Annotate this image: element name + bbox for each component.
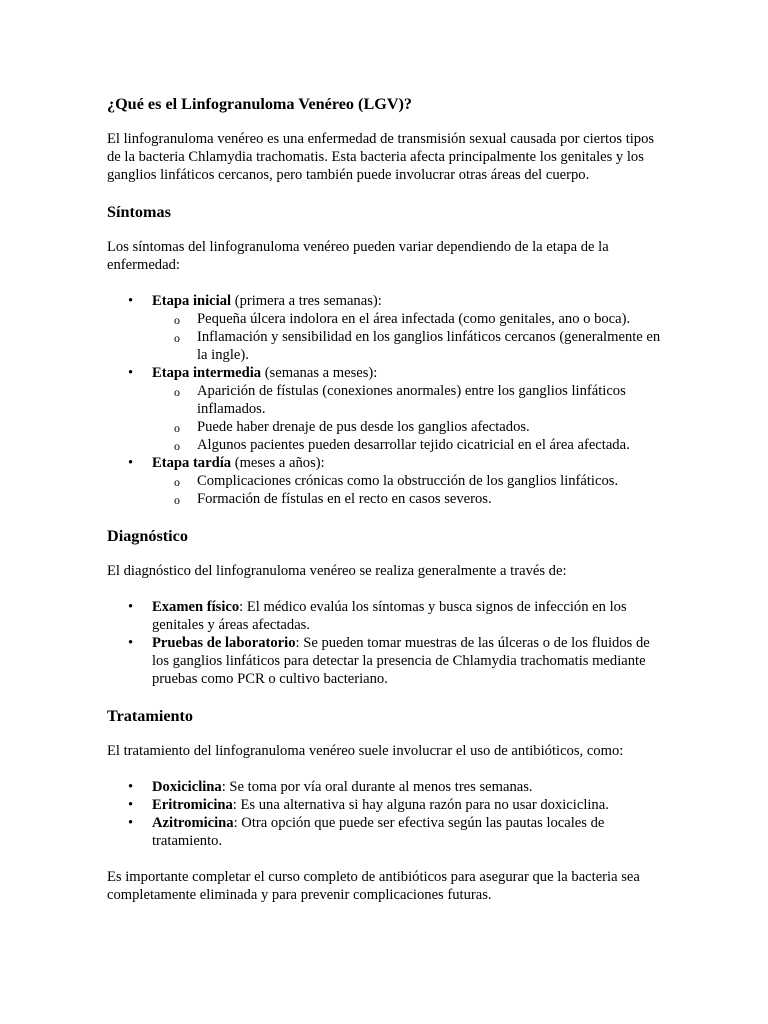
item-term: Azitromicina <box>152 815 234 831</box>
sublist-item-text: Puede haber drenaje de pus desde los ganglios afectados. <box>197 419 530 435</box>
bullet-icon: • <box>128 455 134 471</box>
item-text: : Se pueden tomar muestras de las úlceras o de los fluidos de los ganglios linfáticos para detectar la presencia de Chlamydia trachomatis mediante pruebas como PCR o cultivo bacteriano. <box>152 635 650 687</box>
sublist-item-text: Formación de fístulas en el recto en casos severos. <box>197 491 492 507</box>
sublist-item-text: Aparición de fístulas (conexiones anormales) entre los ganglios linfáticos inflamados. <box>197 383 626 417</box>
sublist-item-text: Pequeña úlcera indolora en el área infectada (como genitales, ano o boca). <box>197 311 631 327</box>
stage-sublist <box>152 310 667 364</box>
sintomas-intro: Los síntomas del linfogranuloma venéreo pueden variar dependiendo de la etapa de la enfermedad: <box>107 239 609 273</box>
circle-bullet-icon: o <box>174 439 180 453</box>
item-term: Pruebas de laboratorio <box>152 635 296 651</box>
diagnostico-item <box>128 634 667 688</box>
closing-paragraph: Es importante completar el curso completo de antibióticos para asegurar que la bacteria sea completamente eliminada y para prevenir complicaciones futuras. <box>107 869 640 903</box>
circle-bullet-icon: o <box>174 421 180 435</box>
item-term: Eritromicina <box>152 797 233 813</box>
sublist-item <box>174 310 667 328</box>
bullet-icon: • <box>128 599 134 615</box>
item-text: : El médico evalúa los síntomas y busca signos de infección en los genitales y áreas afectadas. <box>152 599 627 633</box>
bullet-icon: • <box>128 797 134 813</box>
sublist-item <box>174 328 667 364</box>
sublist-item-text: Algunos pacientes pueden desarrollar tejido cicatricial en el área afectada. <box>197 437 630 453</box>
diagnostico-item <box>128 598 667 634</box>
circle-bullet-icon: o <box>174 475 180 489</box>
diagnostico-intro: El diagnóstico del linfogranuloma venéreo se realiza generalmente a través de: <box>107 563 567 579</box>
bullet-icon: • <box>128 293 134 309</box>
sublist-item <box>174 418 667 436</box>
tratamiento-list <box>107 778 667 850</box>
section-heading-diagnostico: Diagnóstico <box>107 527 188 545</box>
sublist-item <box>174 490 667 508</box>
item-text: : Se toma por vía oral durante al menos tres semanas. <box>221 779 533 795</box>
item-text: : Es una alternativa si hay alguna razón para no usar doxiciclina. <box>232 797 609 813</box>
stage-name: Etapa tardía <box>152 455 232 471</box>
sublist-item-text: Complicaciones crónicas como la obstrucción de los ganglios linfáticos. <box>197 473 619 489</box>
stage-name: Etapa intermedia <box>152 365 262 381</box>
stage-item <box>128 364 667 454</box>
sublist-item <box>174 472 667 490</box>
intro-paragraph: El linfogranuloma venéreo es una enfermedad de transmisión sexual causada por ciertos tipos de la bacteria Chlamydia trachomatis. Esta bacteria afecta principalmente los genitales y los ganglios linfáticos cercanos, pero también puede involucrar otras áreas del cuerpo. <box>107 131 655 183</box>
stage-name: Etapa inicial <box>152 293 232 309</box>
stages-list <box>107 292 667 508</box>
item-term: Examen físico <box>152 599 240 615</box>
tratamiento-intro: El tratamiento del linfogranuloma venéreo suele involucrar el uso de antibióticos, como: <box>107 743 624 759</box>
bullet-icon: • <box>128 365 134 381</box>
document-page <box>107 94 667 922</box>
stage-detail: (meses a años): <box>231 455 325 471</box>
document-title: ¿Qué es el Linfogranuloma Venéreo (LGV)? <box>107 95 413 113</box>
stage-detail: (semanas a meses): <box>261 365 378 381</box>
bullet-icon: • <box>128 815 134 831</box>
circle-bullet-icon: o <box>174 313 180 327</box>
diagnostico-list <box>107 598 667 688</box>
circle-bullet-icon: o <box>174 493 180 507</box>
section-heading-tratamiento: Tratamiento <box>107 707 194 725</box>
stage-sublist <box>152 472 667 508</box>
stage-sublist <box>152 382 667 454</box>
item-term: Doxiciclina <box>152 779 222 795</box>
stage-detail: (primera a tres semanas): <box>231 293 382 309</box>
sublist-item <box>174 436 667 454</box>
item-text: : Otra opción que puede ser efectiva según las pautas locales de tratamiento. <box>152 815 605 849</box>
tratamiento-item <box>128 814 667 850</box>
stage-item <box>128 292 667 364</box>
circle-bullet-icon: o <box>174 331 180 345</box>
tratamiento-item <box>128 778 667 796</box>
circle-bullet-icon: o <box>174 385 180 399</box>
sublist-item-text: Inflamación y sensibilidad en los ganglios linfáticos cercanos (generalmente en la ingle). <box>197 329 661 363</box>
sublist-item <box>174 382 667 418</box>
bullet-icon: • <box>128 779 134 795</box>
stage-item <box>128 454 667 508</box>
tratamiento-item <box>128 796 667 814</box>
bullet-icon: • <box>128 635 134 651</box>
section-heading-sintomas: Síntomas <box>107 203 171 221</box>
